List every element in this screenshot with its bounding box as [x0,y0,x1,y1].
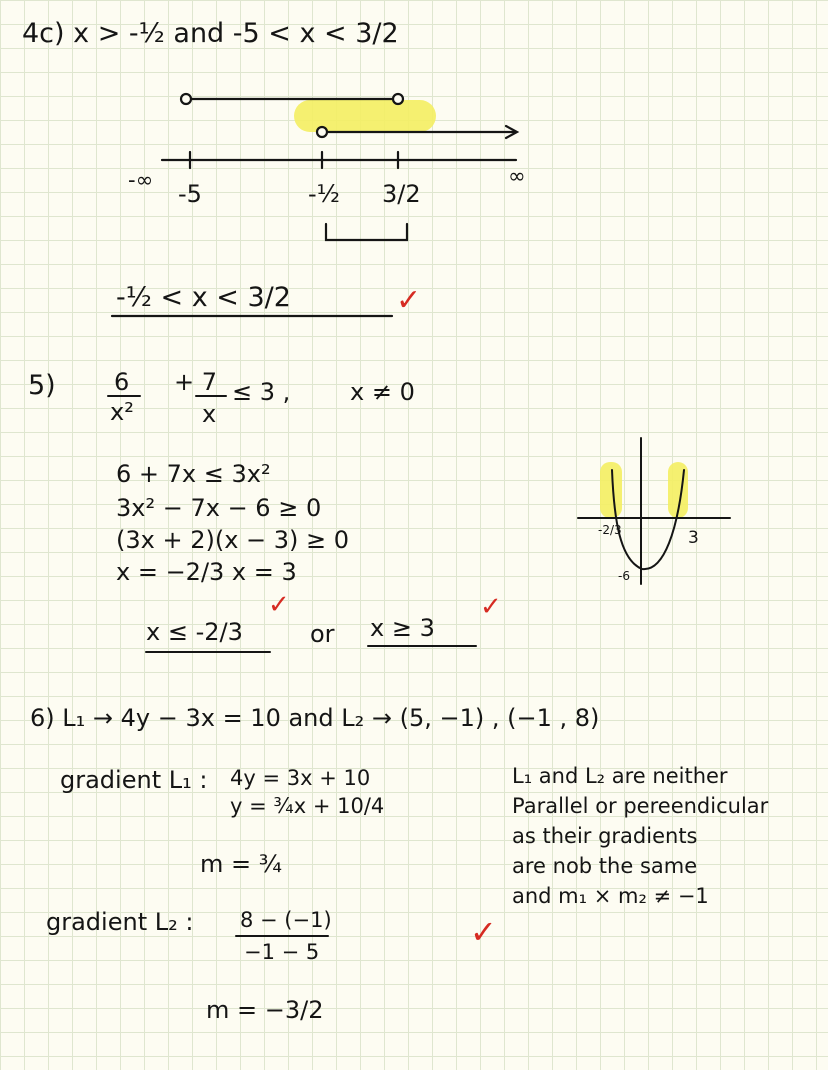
q6-m2: m = −3/2 [206,996,324,1024]
q6-m1: m = ¾ [200,850,283,878]
q6-conclusion-line-3: as their gradients [512,824,698,848]
q5-inequality-tail: ≤ 3 , [232,378,291,406]
q6-conclusion-line-5: and m₁ × m₂ ≠ −1 [512,884,709,908]
q5-step-4: x = −2/3 x = 3 [116,558,297,586]
q4-label-pos-inf: ∞ [508,164,526,188]
q5-answer-left: x ≤ -2/3 [146,618,243,646]
q4-label-neg-half: -½ [308,180,340,208]
q5-step-2: 3x² − 7x − 6 ≥ 0 [116,494,322,522]
q6-grad-l1-label: gradient L₁ : [60,766,208,794]
q6-conclusion-line-1: L₁ and L₂ are neither [512,764,728,788]
q6-grad-l2-label: gradient L₂ : [46,908,194,936]
q5-number: 5) [28,370,56,401]
q6-grad-l1-line1: 4y = 3x + 10 [230,766,371,790]
q4-highlight [294,100,436,132]
q5-frac1-numerator: 6 [114,368,130,396]
q5-condition: x ≠ 0 [350,378,415,406]
q6-grad-l1-line2: y = ¾x + 10/4 [230,794,385,818]
q5-step-3: (3x + 2)(x − 3) ≥ 0 [116,526,350,554]
q5-frac2-denominator: x [202,400,217,428]
q5-frac1-denominator: x² [110,398,134,426]
q5-graph-label-intercept: -6 [618,569,630,583]
q4-open-circle-neg5 [181,94,191,104]
q6-grad-l2-denominator: −1 − 5 [244,940,320,964]
q4-open-circle-three-half [393,94,403,104]
q5-answer-or: or [310,620,335,648]
q5-step-1: 6 + 7x ≤ 3x² [116,460,271,488]
q5-check-left: ✓ [268,590,290,620]
q6-grad-l2-numerator: 8 − (−1) [240,908,332,932]
q6-header: 6) L₁ → 4y − 3x = 10 and L₂ → (5, −1) , (−1 , 8) [30,704,600,732]
q5-graph-label-root-left: -2/3 [598,523,622,537]
q5-answer-right: x ≥ 3 [370,614,435,642]
q5-graph-highlight-left [600,462,622,518]
q4-heading: 4c) x > -½ and -5 < x < 3/2 [22,18,399,49]
q6-check: ✓ [470,913,497,951]
q4-label-three-half: 3/2 [382,180,421,208]
q5-graph-label-root-right: 3 [688,528,699,548]
q5-frac2-numerator: + 7 [174,368,218,396]
q5-check-right: ✓ [480,592,502,622]
q4-label-neg-inf: -∞ [128,168,154,192]
q4-open-circle-neg-half [317,127,327,137]
q6-conclusion-line-2: Parallel or pereendicular [512,794,769,818]
q4-answer: -½ < x < 3/2 [116,282,291,313]
q4-bracket [326,224,407,240]
q6-conclusion-line-4: are nob the same [512,854,698,878]
q5-parabola-sketch [578,438,730,584]
q4-label-neg5: -5 [178,180,202,208]
q4-check: ✓ [396,283,422,318]
